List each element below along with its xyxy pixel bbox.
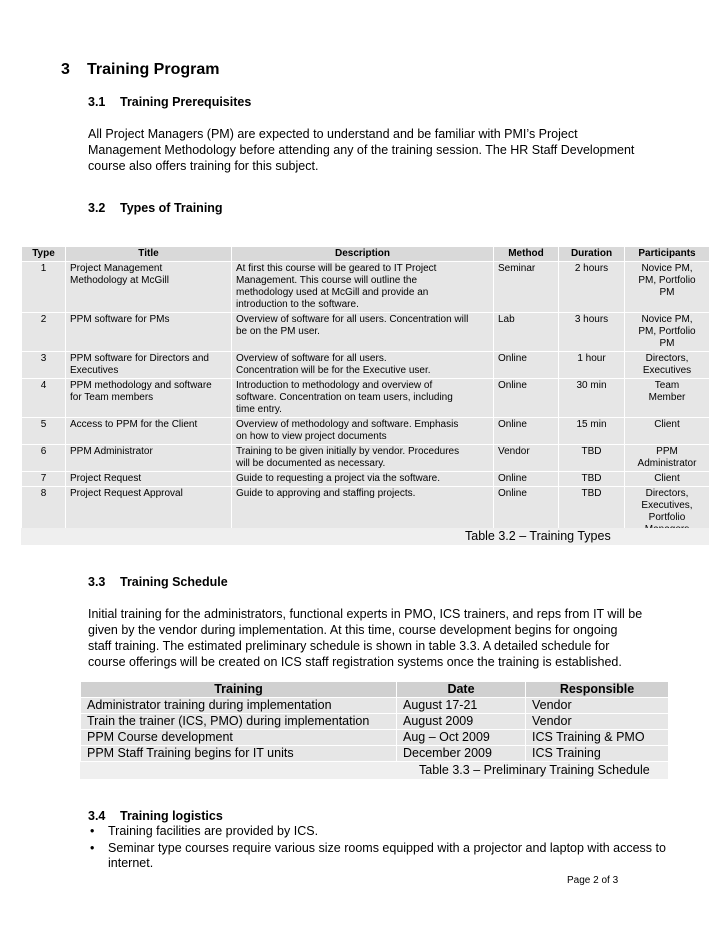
list-item: • Training facilities are provided by ICS. <box>88 824 668 839</box>
table-row <box>22 352 710 379</box>
paragraph-line: course also offers training for this subject. <box>88 159 319 173</box>
title-cell <box>66 352 232 379</box>
paragraph-line: given by the vendor during implementation. At this time, course development begins for ongoing <box>88 623 618 637</box>
responsible-cell: Vendor <box>526 698 669 714</box>
title-cell <box>66 472 232 487</box>
type-cell: 1 <box>22 262 66 313</box>
cell-line: Overview of software for all users. Concentration will <box>236 314 469 325</box>
cell-line: PPM software for Directors and <box>70 353 209 364</box>
description-cell <box>232 379 494 418</box>
cell-line: Access to PPM for the Client <box>70 419 198 430</box>
method-cell: Vendor <box>494 445 559 472</box>
column-header: Responsible <box>526 682 669 698</box>
paragraph-line: staff training. The estimated preliminary schedule is shown in table 3.3. A detailed schedule for <box>88 639 610 653</box>
cell-line: Project Request <box>70 473 142 484</box>
title-cell <box>66 313 232 352</box>
duration-cell: TBD <box>559 487 625 538</box>
cell-line: Guide to approving and staffing projects. <box>236 488 416 499</box>
type-cell: 2 <box>22 313 66 352</box>
cell-line: Project Management <box>70 263 163 274</box>
cell-line: PM, Portfolio <box>638 275 696 286</box>
subsection-title: Training Prerequisites <box>120 95 252 109</box>
method-cell: Lab <box>494 313 559 352</box>
method-cell: Online <box>494 472 559 487</box>
cell-line: for Team members <box>70 392 154 403</box>
duration-cell: 1 hour <box>559 352 625 379</box>
cell-line: PM <box>659 287 675 298</box>
subsection-title: Types of Training <box>120 201 223 215</box>
subsection-heading-prerequisites <box>88 95 251 109</box>
schedule-paragraph <box>88 606 678 670</box>
description-cell <box>232 262 494 313</box>
subsection-number: 3.1 <box>88 95 106 109</box>
column-header: Title <box>66 247 232 262</box>
participants-cell <box>625 262 710 313</box>
date-cell: August 2009 <box>397 714 526 730</box>
section-title: Training Program <box>87 61 220 78</box>
table-header-row <box>22 247 710 262</box>
table-row <box>22 379 710 418</box>
participants-cell <box>625 418 710 445</box>
training-cell: Train the trainer (ICS, PMO) during implementation <box>81 714 397 730</box>
responsible-cell: ICS Training <box>526 746 669 762</box>
duration-cell: 30 min <box>559 379 625 418</box>
duration-cell: TBD <box>559 472 625 487</box>
training-schedule-table <box>80 681 669 762</box>
date-cell: August 17-21 <box>397 698 526 714</box>
responsible-cell: ICS Training & PMO <box>526 730 669 746</box>
cell-line: Overview of software for all users. <box>236 353 387 364</box>
cell-line: Client <box>654 419 680 430</box>
subsection-number: 3.4 <box>88 809 106 823</box>
cell-line: Executives <box>70 365 119 376</box>
paragraph-line: Initial training for the administrators, functional experts in PMO, ICS trainers, and reps from IT will be <box>88 607 643 621</box>
subsection-heading-types <box>88 201 223 215</box>
table-row <box>22 262 710 313</box>
column-header: Date <box>397 682 526 698</box>
participants-cell <box>625 445 710 472</box>
cell-line: Overview of methodology and software. Emphasis <box>236 419 459 430</box>
table-header-row <box>81 682 669 698</box>
paragraph-line: course offerings will be created on ICS staff registration systems once the training is established. <box>88 655 622 669</box>
column-header: Duration <box>559 247 625 262</box>
description-cell <box>232 352 494 379</box>
column-header: Method <box>494 247 559 262</box>
table-row <box>22 313 710 352</box>
cell-line: Directors, <box>645 488 689 499</box>
logistics-bullet-list <box>88 824 668 873</box>
cell-line: introduction to the software. <box>236 299 359 310</box>
cell-line: Executives, <box>641 500 693 511</box>
type-cell: 5 <box>22 418 66 445</box>
column-header: Participants <box>625 247 710 262</box>
type-cell: 6 <box>22 445 66 472</box>
cell-line: Training to be given initially by vendor. Procedures <box>236 446 460 457</box>
table-caption-bar <box>21 528 709 545</box>
method-cell: Online <box>494 418 559 445</box>
duration-cell: 2 hours <box>559 262 625 313</box>
cell-line: PM, Portfolio <box>638 326 696 337</box>
method-cell: Seminar <box>494 262 559 313</box>
cell-line: software. Concentration on team users, including <box>236 392 453 403</box>
title-cell <box>66 262 232 313</box>
title-cell <box>66 445 232 472</box>
table-row <box>22 472 710 487</box>
cell-line: will be documented as necessary. <box>236 458 386 469</box>
table-row <box>81 746 669 762</box>
cell-line: PPM <box>656 446 678 457</box>
duration-cell: TBD <box>559 445 625 472</box>
cell-line: Concentration will be for the Executive user. <box>236 365 431 376</box>
cell-line: Novice PM, <box>641 314 693 325</box>
column-header: Type <box>22 247 66 262</box>
subsection-number: 3.2 <box>88 201 106 215</box>
type-cell: 3 <box>22 352 66 379</box>
type-cell: 7 <box>22 472 66 487</box>
column-header: Description <box>232 247 494 262</box>
date-cell: December 2009 <box>397 746 526 762</box>
subsection-title: Training logistics <box>120 809 223 823</box>
duration-cell: 3 hours <box>559 313 625 352</box>
cell-line: Portfolio <box>648 512 686 523</box>
list-item: • Seminar type courses require various size rooms equipped with a projector and laptop with access to internet. <box>88 841 668 871</box>
cell-line: PPM Administrator <box>70 446 153 457</box>
title-cell <box>66 418 232 445</box>
description-cell <box>232 445 494 472</box>
table-row <box>81 714 669 730</box>
table-row <box>81 698 669 714</box>
cell-line: At first this course will be geared to IT Project <box>236 263 437 274</box>
description-cell <box>232 472 494 487</box>
cell-line: Management. This course will outline the <box>236 275 418 286</box>
cell-line: PPM software for PMs <box>70 314 170 325</box>
subsection-heading-schedule <box>88 575 228 589</box>
cell-line: Novice PM, <box>641 263 693 274</box>
description-cell <box>232 418 494 445</box>
method-cell: Online <box>494 379 559 418</box>
cell-line: Administrator <box>637 458 697 469</box>
table-caption: Table 3.3 – Preliminary Training Schedule <box>419 763 650 777</box>
training-cell: PPM Course development <box>81 730 397 746</box>
section-heading <box>61 61 219 79</box>
cell-line: Project Request Approval <box>70 488 183 499</box>
training-cell: PPM Staff Training begins for IT units <box>81 746 397 762</box>
section-number: 3 <box>61 61 70 78</box>
paragraph-line: Management Methodology before attending any of the training session. The HR Staff Development <box>88 143 635 157</box>
page-number: Page 2 of 3 <box>567 875 619 886</box>
paragraph-line: All Project Managers (PM) are expected to understand and be familiar with PMI’s Project <box>88 127 578 141</box>
cell-line: PPM methodology and software <box>70 380 212 391</box>
cell-line: Guide to requesting a project via the software. <box>236 473 441 484</box>
table-row <box>81 730 669 746</box>
cell-line: Introduction to methodology and overview of <box>236 380 433 391</box>
subsection-number: 3.3 <box>88 575 106 589</box>
type-cell: 4 <box>22 379 66 418</box>
training-types-table <box>21 246 710 538</box>
participants-cell <box>625 379 710 418</box>
participants-cell <box>625 313 710 352</box>
cell-line: Directors, <box>645 353 689 364</box>
subsection-title: Training Schedule <box>120 575 228 589</box>
column-header: Training <box>81 682 397 698</box>
duration-cell: 15 min <box>559 418 625 445</box>
prerequisites-paragraph <box>88 126 678 174</box>
participants-cell <box>625 352 710 379</box>
table-caption: Table 3.2 – Training Types <box>465 529 611 543</box>
cell-line: Methodology at McGill <box>70 275 169 286</box>
type-cell: 8 <box>22 487 66 538</box>
table-caption-bar <box>80 762 668 779</box>
method-cell: Online <box>494 487 559 538</box>
description-cell <box>232 313 494 352</box>
cell-line: PM <box>659 338 675 349</box>
cell-line: on how to view project documents <box>236 431 387 442</box>
cell-line: Team <box>654 380 680 391</box>
table-row <box>22 418 710 445</box>
method-cell: Online <box>494 352 559 379</box>
cell-line: Client <box>654 473 680 484</box>
cell-line: time entry. <box>236 404 282 415</box>
cell-line: Executives <box>642 365 692 376</box>
title-cell <box>66 379 232 418</box>
training-cell: Administrator training during implementation <box>81 698 397 714</box>
cell-line: Member <box>648 392 686 403</box>
subsection-heading-logistics <box>88 809 223 823</box>
table-row <box>22 445 710 472</box>
date-cell: Aug – Oct 2009 <box>397 730 526 746</box>
cell-line: methodology used at McGill and provide an <box>236 287 429 298</box>
responsible-cell: Vendor <box>526 714 669 730</box>
participants-cell <box>625 472 710 487</box>
cell-line: be on the PM user. <box>236 326 320 337</box>
